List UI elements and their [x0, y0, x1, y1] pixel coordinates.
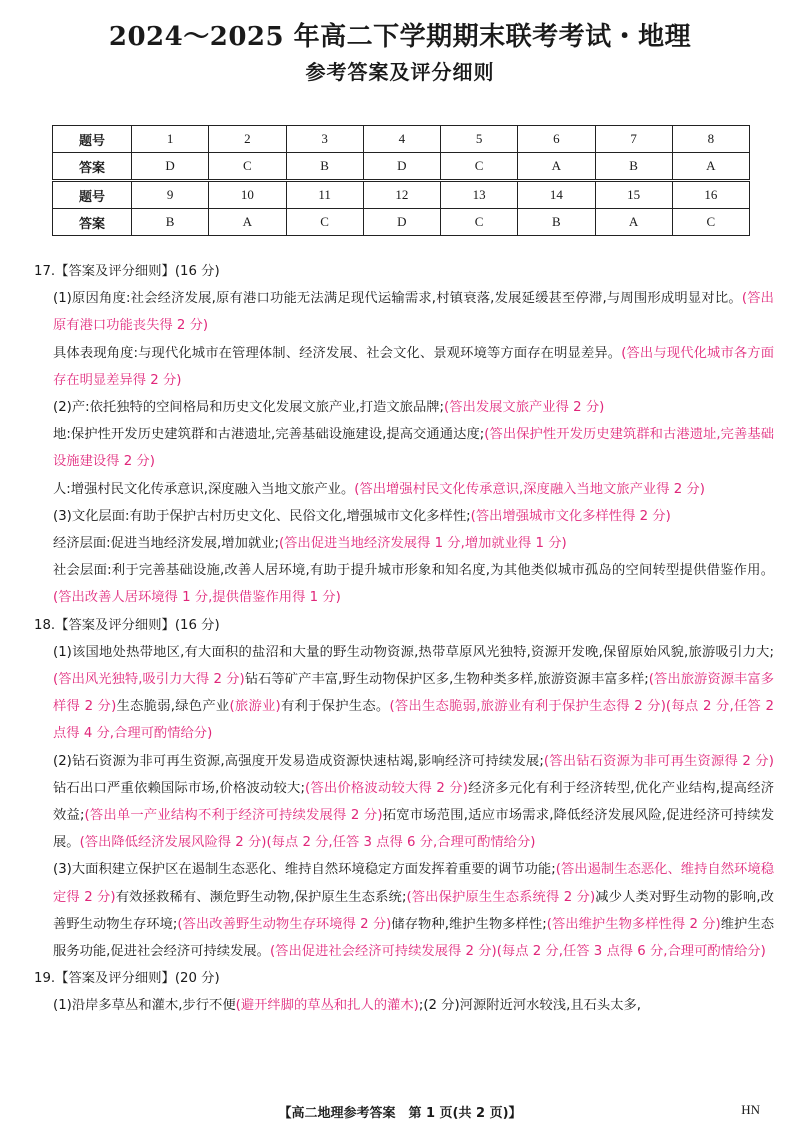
answer-header: 答案 [53, 153, 132, 181]
answer-text: 经济层面:促进当地经济发展,增加就业; [53, 536, 279, 552]
scoring-note: (答出维护生物多样性得 2 分) [546, 916, 721, 932]
question-number: 11 [286, 181, 363, 209]
answer-paragraph [34, 992, 774, 1019]
answer-paragraph [34, 476, 774, 503]
question-number: 10 [209, 181, 286, 209]
answer-cell: D [132, 153, 209, 181]
answer-text: (2)钻石资源为非可再生资源,高强度开发易造成资源快速枯竭,影响经济可持续发展; [53, 753, 544, 769]
question-number: 2 [209, 126, 286, 153]
answer-text: (3)文化层面:有助于保护古村历史文化、民俗文化,增强城市文化多样性; [53, 508, 471, 524]
page-subtitle: 参考答案及评分细则 [305, 60, 495, 84]
question-number: 14 [518, 181, 595, 209]
scoring-note: (答出促进当地经济发展得 1 分,增加就业得 1 分) [278, 536, 567, 552]
question-number: 9 [132, 181, 209, 209]
question-19 [34, 965, 774, 1019]
scoring-note: (答出促进社会经济可持续发展得 2 分) [269, 944, 497, 960]
answer-cell: A [672, 153, 749, 181]
scoring-note: (答出遏制生态恶化、维持自然环境稳定得 2 分) [53, 862, 774, 905]
answer-cell: A [518, 153, 595, 181]
answer-text: 人:增强村民文化传承意识,深度融入当地文旅产业。 [53, 481, 355, 497]
page-footer: 【高二地理参考答案 第 1 页(共 2 页)】 [278, 1106, 522, 1121]
answer-content [34, 258, 774, 1020]
answer-text: (2)产:依托独特的空间格局和历史文化发展文旅产业,打造文旅品牌; [53, 400, 445, 416]
answer-cell: C [441, 209, 518, 236]
answer-cell: B [595, 153, 672, 181]
question-number-header: 题号 [53, 126, 132, 153]
answer-cell: A [209, 209, 286, 236]
scoring-note: (答出单一产业结构不利于经济可持续发展得 2 分) [84, 808, 383, 824]
table-row [53, 153, 750, 181]
answer-cell: C [209, 153, 286, 181]
question-number: 6 [518, 126, 595, 153]
answer-cell: D [363, 153, 440, 181]
scoring-note: (旅游业) [229, 699, 281, 715]
scoring-note: (答出与现代化城市各方面存在明显差异得 2 分) [53, 345, 774, 388]
page-title: 2024～2025 年高二下学期期末联考考试・地理 [108, 22, 692, 52]
answer-cell: B [132, 209, 209, 236]
question-heading: 19.【答案及评分细则】(20 分) [34, 971, 220, 987]
scoring-note: (答出保护原生生态系统得 2 分) [406, 889, 596, 905]
scoring-note: (答出增强城市文化多样性得 2 分) [470, 508, 671, 524]
answer-paragraph [34, 503, 774, 530]
table-row [53, 181, 750, 209]
scoring-note: (答出保护性开发历史建筑群和古港遗址,完善基础设施建设得 2 分) [53, 427, 774, 470]
scoring-note: (答出发展文旅产业得 2 分) [444, 400, 605, 416]
answer-text: 储存物种,维护生物多样性; [391, 916, 547, 932]
answer-text: (1)原因角度:社会经济发展,原有港口功能无法满足现代运输需求,村镇衰落,发展延缓甚至停滞,与周围形成明显对比。 [53, 291, 742, 307]
question-number: 1 [132, 126, 209, 153]
scoring-note: (答出降低经济发展风险得 2 分)(每点 2 分,任答 3 点得 6 分,合理可酌情给分) [79, 835, 536, 851]
answer-header: 答案 [53, 209, 132, 236]
answer-text: 经济多元化有利于经济转型,优化产业结构,提高经济效益; [53, 780, 774, 824]
answer-paragraph [34, 394, 774, 421]
answer-text: 有效拯救稀有、濒危野生动物,保护原生生态系统; [115, 889, 407, 905]
answer-text: 生态脆弱,绿色产业 [116, 699, 230, 715]
scoring-note: (答出改善野生动物生存环境得 2 分) [177, 916, 392, 932]
question-17 [34, 258, 774, 612]
answer-text: 钻石出口严重依赖国际市场,价格波动较大; [53, 780, 306, 796]
answer-cell: C [672, 209, 749, 236]
scoring-note: (答出生态脆弱,旅游业有利于保护生态得 2 分)(每点 2 分,任答 2 点得 4 分,合理可酌情给分) [53, 699, 774, 742]
scoring-note: (答出原有港口功能丧失得 2 分) [53, 291, 774, 334]
answer-paragraph [34, 340, 774, 394]
answer-cell: C [441, 153, 518, 181]
answer-text: (1)沿岸多草丛和灌木,步行不便 [53, 998, 236, 1014]
answer-table [52, 125, 750, 236]
answer-text: 钻石等矿产丰富,野生动物保护区多,生物种类多样,旅游资源丰富多样; [244, 672, 649, 688]
answer-text: 维护生态服务功能,促进社会经济可持续发展。 [53, 916, 775, 960]
answer-paragraph [34, 530, 774, 557]
question-number: 8 [672, 126, 749, 153]
question-18 [34, 612, 774, 966]
question-number: 4 [363, 126, 440, 153]
answer-paragraph [34, 856, 774, 965]
table-row [53, 209, 750, 236]
scoring-note: (答出改善人居环境得 1 分,提供借鉴作用得 1 分) [53, 590, 341, 606]
answer-cell: D [363, 209, 440, 236]
answer-text: 社会层面:利于完善基础设施,改善人居环境,有助于提升城市形象和知名度,为其他类似城市孤岛的空间转型提供借鉴作用。 [53, 563, 774, 579]
answer-text: 拓宽市场范围,适应市场需求,降低经济发展风险,促进经济可持续发展。 [53, 808, 774, 851]
answer-cell: B [286, 153, 363, 181]
answer-text: ;(2 分)河源附近河水较浅,且石头太多, [418, 998, 642, 1014]
question-heading: 17.【答案及评分细则】(16 分) [34, 264, 220, 279]
scoring-note: (答出旅游资源丰富多样得 2 分) [53, 672, 775, 715]
scoring-note: (答出风光独特,吸引力大得 2 分) [53, 672, 245, 688]
scoring-note: (答出增强村民文化传承意识,深度融入当地文旅产业得 2 分) [354, 481, 705, 497]
answer-paragraph [34, 421, 774, 475]
answer-text: (1)该国地处热带地区,有大面积的盐沼和大量的野生动物资源,热带草原风光独特,资源开发晚,保留原始风貌,旅游吸引力大; [53, 644, 774, 660]
question-number: 12 [363, 181, 440, 209]
question-number: 15 [595, 181, 672, 209]
answer-text: 减少人类对野生动物的影响,改善野生动物生存环境; [53, 889, 774, 932]
answer-text: (3)大面积建立保护区在遏制生态恶化、维持自然环境稳定方面发挥着重要的调节功能; [53, 862, 556, 878]
scoring-note: (答出钻石资源为非可再生资源得 2 分) [543, 753, 774, 769]
answer-paragraph [34, 557, 774, 611]
answer-paragraph [34, 639, 774, 748]
scoring-note: (答出价格波动较大得 2 分) [305, 780, 468, 796]
table-row [53, 126, 750, 153]
scoring-note: (避开绊脚的草丛和扎人的灌木) [235, 998, 419, 1014]
answer-text: 具体表现角度:与现代化城市在管理体制、经济发展、社会文化、景观环境等方面存在明显差异。 [53, 345, 622, 361]
question-number: 13 [441, 181, 518, 209]
answer-cell: B [518, 209, 595, 236]
answer-cell: A [595, 209, 672, 236]
answer-text: 地:保护性开发历史建筑群和古港遗址,完善基础设施建设,提高交通通达度; [53, 427, 485, 443]
answer-cell: C [286, 209, 363, 236]
answer-paragraph [34, 285, 774, 339]
question-number: 5 [441, 126, 518, 153]
scoring-note: (每点 2 分,任答 3 点得 6 分,合理可酌情给分) [496, 944, 766, 960]
question-heading: 18.【答案及评分细则】(16 分) [34, 617, 220, 633]
answer-paragraph [34, 748, 774, 857]
region-code: HN [741, 1102, 760, 1117]
answer-text: 有利于保护生态。 [280, 699, 390, 715]
question-number-header: 题号 [53, 181, 132, 209]
question-number: 7 [595, 126, 672, 153]
question-number: 3 [286, 126, 363, 153]
question-number: 16 [672, 181, 749, 209]
